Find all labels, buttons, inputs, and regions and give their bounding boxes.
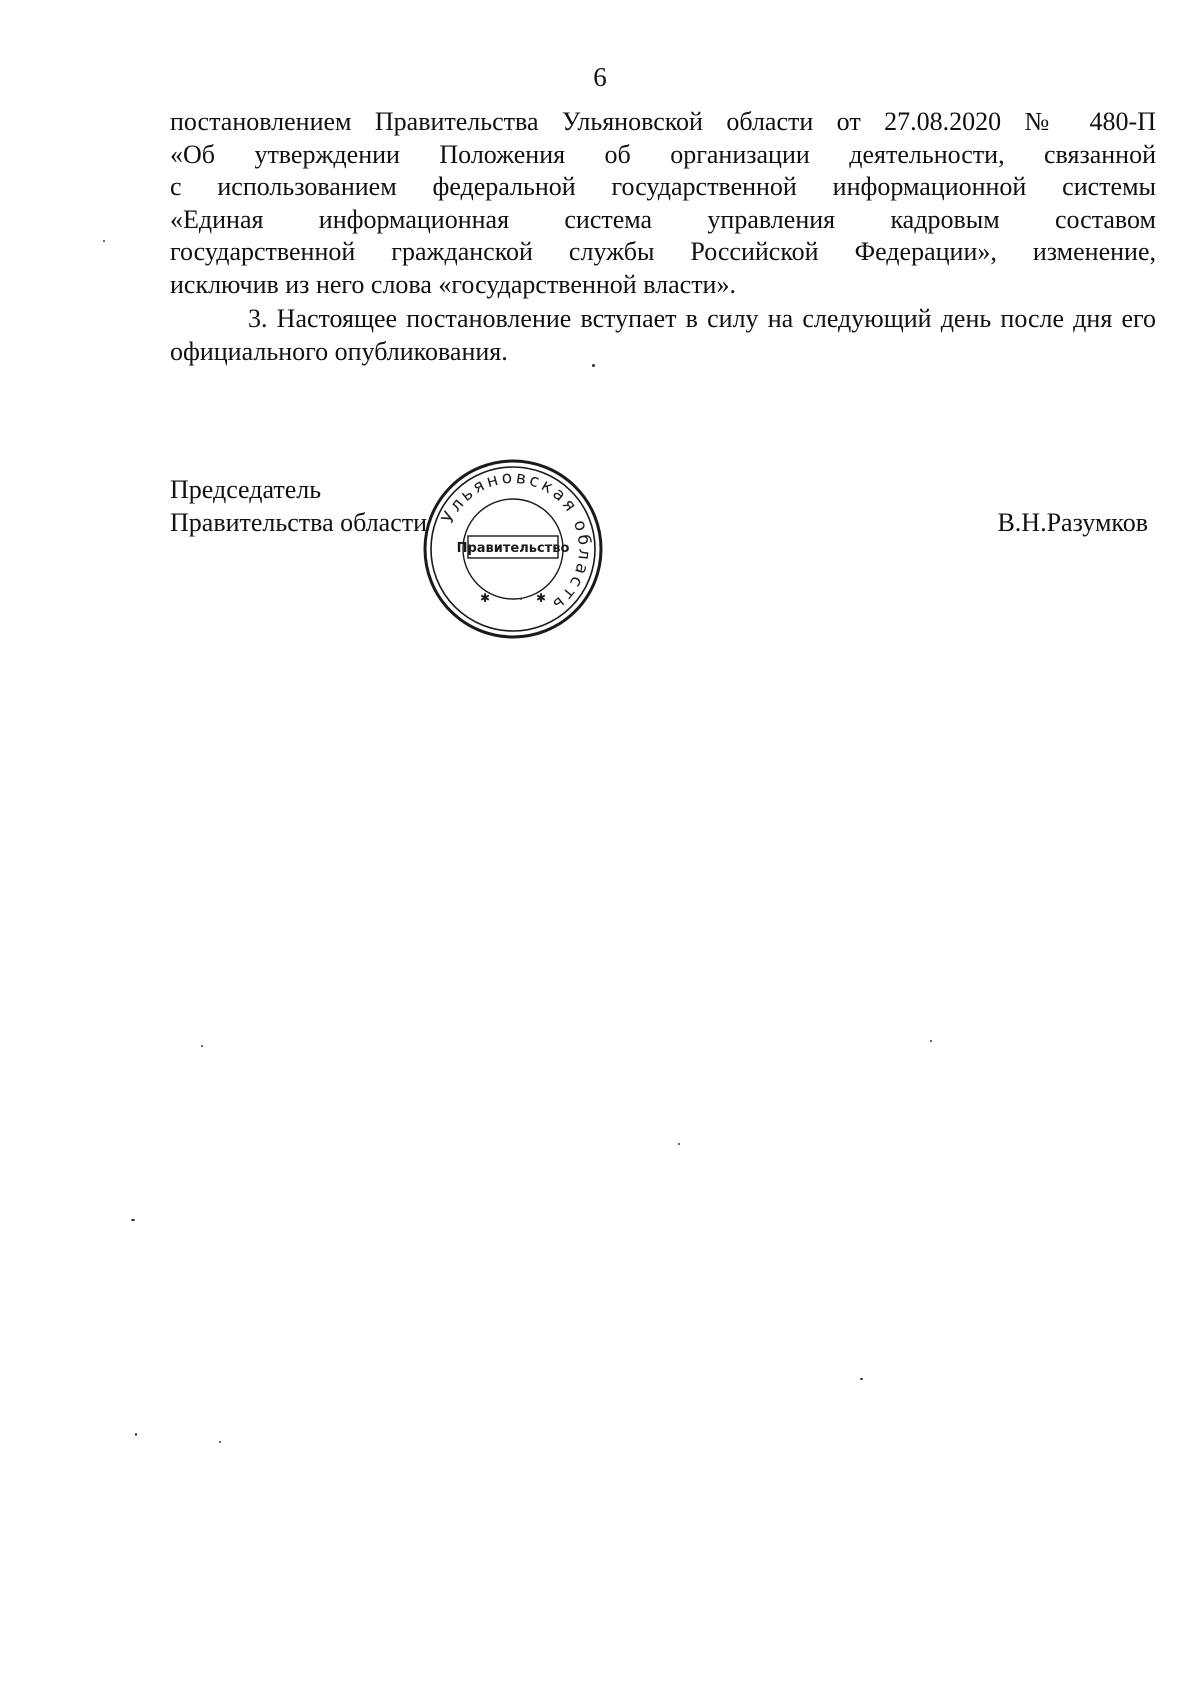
scan-speck (930, 1040, 932, 1042)
signature-title-line: Председатель (170, 475, 322, 504)
paragraph-line: «Единая информационная система управления кадровым составом (170, 204, 1156, 234)
seal-outer-text: Ульяновская область (437, 467, 595, 617)
seal-star-icon: ✱ (479, 591, 491, 605)
scan-speck (135, 1433, 137, 1436)
scan-speck (860, 1378, 863, 1380)
scan-speck (520, 598, 522, 600)
page-number: 6 (593, 62, 607, 92)
signature-title (170, 474, 427, 539)
document-body (170, 106, 1156, 368)
signature-title-line: Правительства области (170, 507, 428, 537)
scan-speck (219, 1441, 221, 1443)
scan-speck (131, 1219, 135, 1221)
scan-speck (592, 364, 595, 367)
paragraph-line: постановлением Правительства Ульяновской области от 27.08.2020 № 480-П (170, 107, 1156, 136)
paragraph-line: с использованием федеральной государственной информационной системы (170, 172, 1156, 201)
seal-center-text: Правительство (456, 541, 570, 556)
paragraph-item-3: 3. Настоящее постановление вступает в силу на следующий день после дня его официального опубликования. (170, 304, 1156, 366)
paragraph-line: государственной гражданской службы Российской Федерации», изменение, (170, 237, 1156, 266)
signatory-name: В.Н.Разумков (997, 508, 1148, 537)
scan-speck (678, 1143, 680, 1145)
paragraph-line: «Об утверждении Положения об организации деятельности, связанной (170, 139, 1156, 169)
scan-speck (103, 240, 105, 242)
scan-speck (201, 1045, 203, 1047)
seal-star-icon: ✱ (535, 591, 547, 605)
paragraph-line: исключив из него слова «государственной власти». (170, 269, 736, 299)
official-seal-stamp (418, 454, 608, 644)
